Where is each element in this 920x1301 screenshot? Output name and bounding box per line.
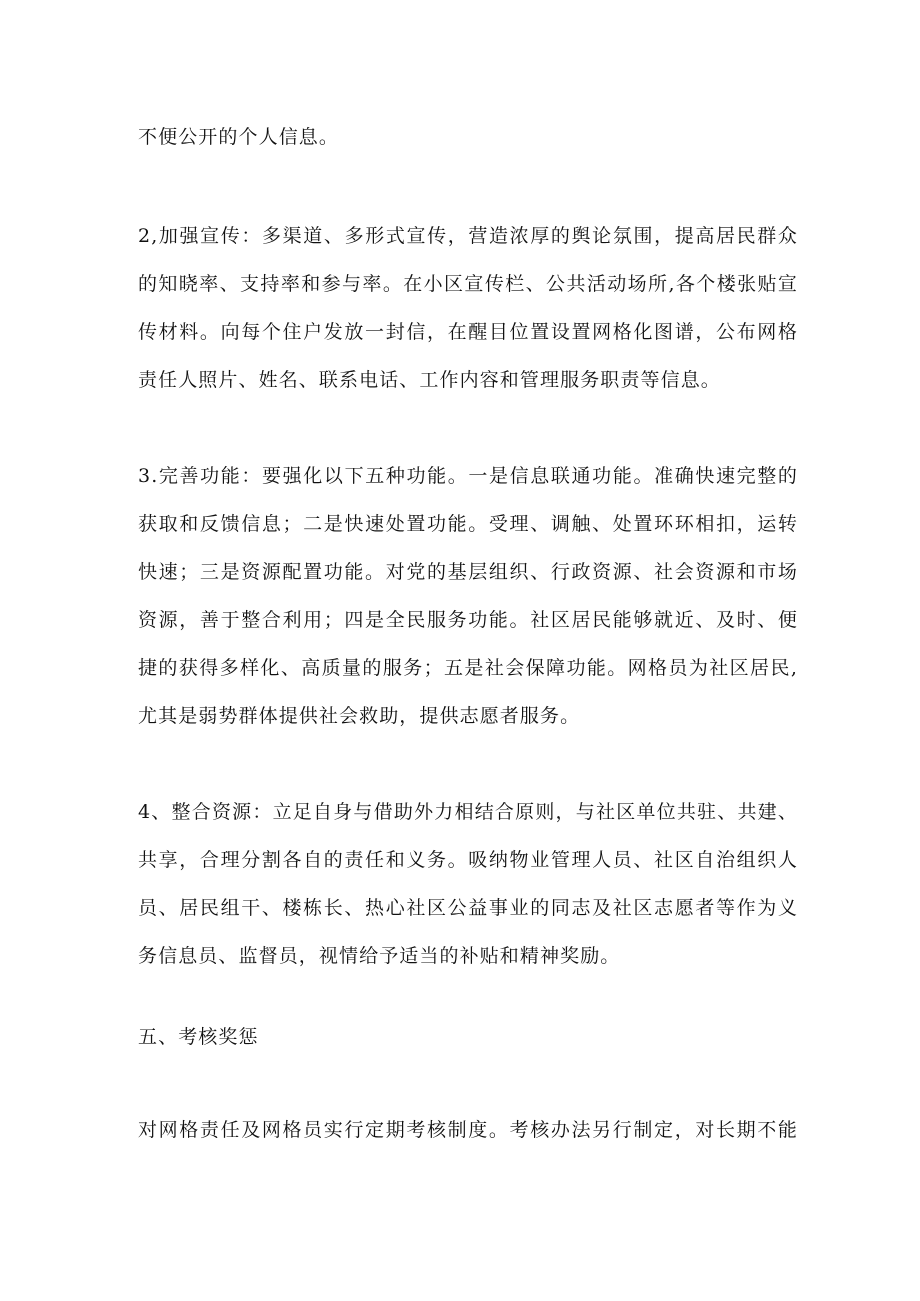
text-line: 4、整合资源：立足自身与借助外力相结合原则，与社区单位共驻、共建、 bbox=[138, 801, 798, 823]
text-line: 尤其是弱势群体提供社会救助，提供志愿者服务。 bbox=[138, 705, 581, 727]
text-line: 的知晓率、支持率和参与率。在小区宣传栏、公共活动场所,各个楼张贴宣 bbox=[138, 273, 798, 295]
text-line: 共享，合理分割各自的责任和义务。吸纳物业管理人员、社区自治组织人 bbox=[138, 849, 798, 871]
text-line: 传材料。向每个住户发放一封信，在醒目位置设置网格化图谱，公布网格 bbox=[138, 321, 798, 343]
text-line: 3.完善功能：要强化以下五种功能。一是信息联通功能。准确快速完整的 bbox=[138, 465, 798, 487]
text-line: 2,加强宣传：多渠道、多形式宣传，营造浓厚的舆论氛围，提高居民群众 bbox=[138, 225, 798, 247]
text-line: 务信息员、监督员，视情给予适当的补贴和精神奖励。 bbox=[138, 945, 621, 967]
text-line: 获取和反馈信息；二是快速处置功能。受理、调触、处置环环相扣，运转 bbox=[138, 513, 798, 535]
text-line: 责任人照片、姓名、联系电话、工作内容和管理服务职责等信息。 bbox=[138, 369, 721, 391]
text-line: 员、居民组干、楼栋长、热心社区公益事业的同志及社区志愿者等作为义 bbox=[138, 897, 798, 919]
text-line: 不便公开的个人信息。 bbox=[138, 126, 340, 148]
heading-text: 五、考核奖惩 bbox=[138, 1026, 259, 1048]
text-line: 捷的获得多样化、高质量的服务；五是社会保障功能。网格员为社区居民, bbox=[138, 657, 798, 679]
text-line: 快速；三是资源配置功能。对党的基层组织、行政资源、社会资源和市场 bbox=[138, 561, 798, 583]
text-line: 对网格责任及网格员实行定期考核制度。考核办法另行制定，对长期不能 bbox=[138, 1119, 798, 1141]
text-line: 资源，善于整合利用；四是全民服务功能。社区居民能够就近、及时、便 bbox=[138, 609, 798, 631]
